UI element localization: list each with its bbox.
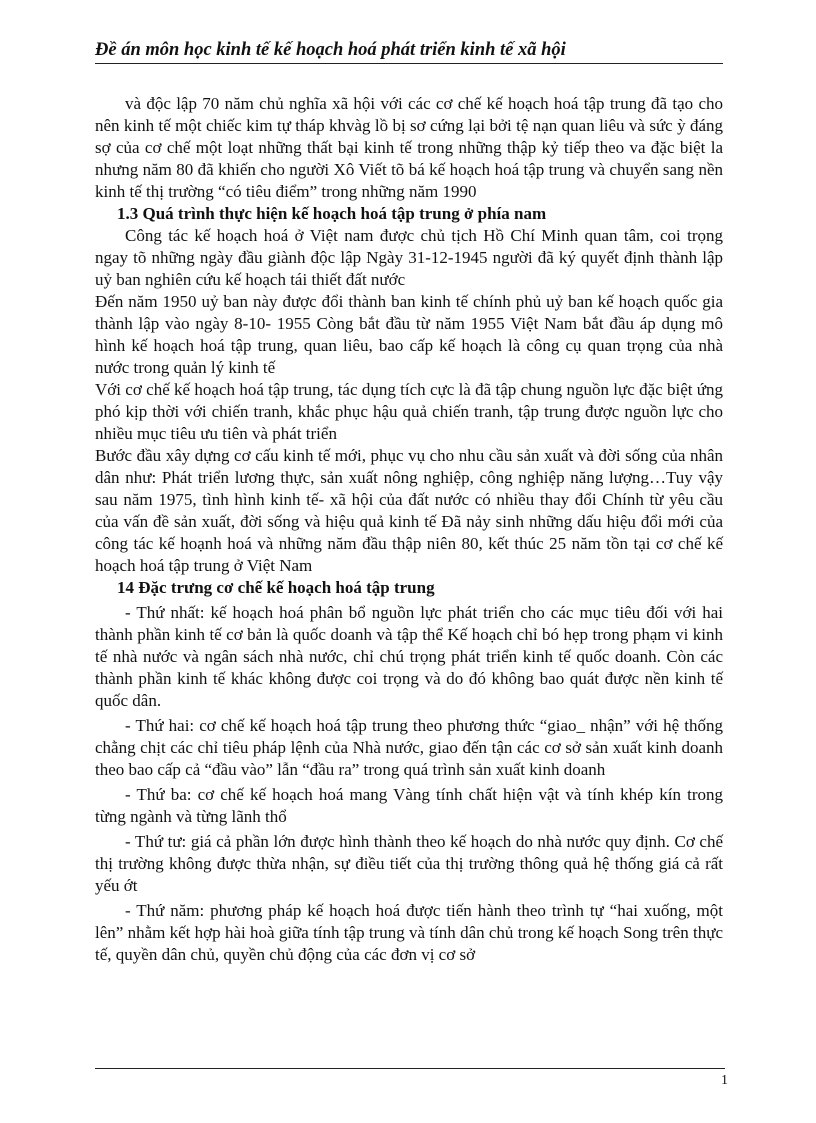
section-heading-1-3: 1.3 Quá trình thực hiện kế hoạch hoá tập trung ở phía nam xyxy=(117,204,547,223)
page-number: 1 xyxy=(721,1073,728,1088)
paragraph-3: Đến năm 1950 uỷ ban này được đổi thành ban kinh tế chính phủ uỷ ban kế hoạch quốc gia thành lập vào ngày 8-10- 1955 Còng bắt đầu từ năm 1955 Việt Nam bắt đầu áp dụng mô hình kế hoạch hoá tập trung, quan liêu, bao cấp kế hoạch là công cụ quan trọng của nhà nước trong quản lý kinh tế xyxy=(95,292,723,377)
paragraph-8: - Thứ ba: cơ chế kế hoạch hoá mang Vàng tính chất hiện vật và tính khép kín trong từng ngành và từng lãnh thổ xyxy=(95,785,723,826)
paragraph-10: - Thứ năm: phương pháp kế hoạch hoá được tiến hành theo trình tự “hai xuống, một lên” nhằm kết hợp hài hoà giữa tính tập trung và tính dân chủ trong kế hoạch Song trên thực tế, quyền dân chủ, quyền chủ động của các đơn vị cơ sở xyxy=(95,901,723,964)
paragraph-2: Công tác kế hoạch hoá ở Việt nam được chủ tịch Hồ Chí Minh quan tâm, coi trọng ngay tõ những ngày đầu giành độc lập Ngày 31-12-1945 người đã ký quyết định thành lập uỷ ban nghiên cứu kế hoạch tái thiết đất nước xyxy=(95,226,723,289)
running-header-title: Đề án môn học kinh tế kế hoạch hoá phát triển kinh tế xã hội xyxy=(95,40,566,60)
footer-divider xyxy=(95,1068,725,1069)
paragraph-6: - Thứ nhất: kế hoạch hoá phân bổ nguồn lực phát triển cho các mục tiêu đối với hai thành phần kinh tế cơ bản là quốc doanh và tập thể Kế hoạch chỉ bó hẹp trong phạm vi kinh tế nhà nước và ngân sách nhà nước, chỉ chú trọng phát triển kinh tế quốc doanh. Còn các thành phần kinh tế khác không được coi trọng và do đó không bao quát được nền kinh tế quốc dân. xyxy=(95,603,723,710)
paragraph-1: và độc lập 70 năm chủ nghĩa xã hội với các cơ chế kế hoạch hoá tập trung đã tạo cho nên kinh tế một chiếc kim tự tháp khvàg lồ bị sơ cứng lại bởi tệ nạn quan liêu và sức ỳ đáng sợ của cơ chế một loạt những thất bại kinh tế trong những thập kỷ tiếp theo va đặc biệt la nhưng năm 80 đã khiến cho người Xô Viết tõ bá kế hoạch hoá tập trung và chuyển sang nền kinh tế thị trường “có tiêu điểm” trong những năm 1990 xyxy=(95,94,723,201)
header-divider xyxy=(95,63,723,64)
paragraph-5: Bước đầu xây dựng cơ cấu kinh tế mới, phục vụ cho nhu cầu sản xuất và đời sống của nhân dân như: Phát triển lương thực, sản xuất nông nghiệp, công nghiệp năng lượng…Tuy vậy sau năm 1975, tình hình kinh tế- xã hội của đất nước có nhiều thay đổi Chính từ yêu cầu của vấn đề sản xuất, đời sống và hiệu quả kinh tế Đã nảy sinh những dấu hiệu đổi mới của công tác kế hoạnh hoá và những năm đầu thập niên 80, kết thúc 25 năm tồn tại cơ chế kế hoạch hoá tập trung ở Việt Nam xyxy=(95,446,723,575)
paragraph-9: - Thứ tư: giá cả phần lớn được hình thành theo kế hoạch do nhà nước quy định. Cơ chế thị trường không được thừa nhận, sự điều tiết của thị trường thông quả hệ thống giá cả rất yếu ớt xyxy=(95,832,723,895)
section-heading-14: 14 Đặc trưng cơ chế kế hoạch hoá tập trung xyxy=(117,578,435,597)
paragraph-7: - Thứ hai: cơ chế kế hoạch hoá tập trung theo phương thức “giao_ nhận” với hệ thống chằng chịt các chỉ tiêu pháp lệnh của Nhà nước, giao đến tận các cơ sở sản xuất kinh doanh theo bao cấp cả “đầu vào” lẫn “đầu ra” trong quá trình sản xuất kinh doanh xyxy=(95,716,723,779)
paragraph-4: Với cơ chế kế hoạch hoá tập trung, tác dụng tích cực là đã tập chung nguồn lực đặc biệt ứng phó kịp thời với chiến tranh, khắc phục hậu quả chiến tranh, tập trung được nguồn lực cho nhiều mục tiêu ưu tiên và phát triển xyxy=(95,380,723,443)
document-body xyxy=(95,93,723,966)
